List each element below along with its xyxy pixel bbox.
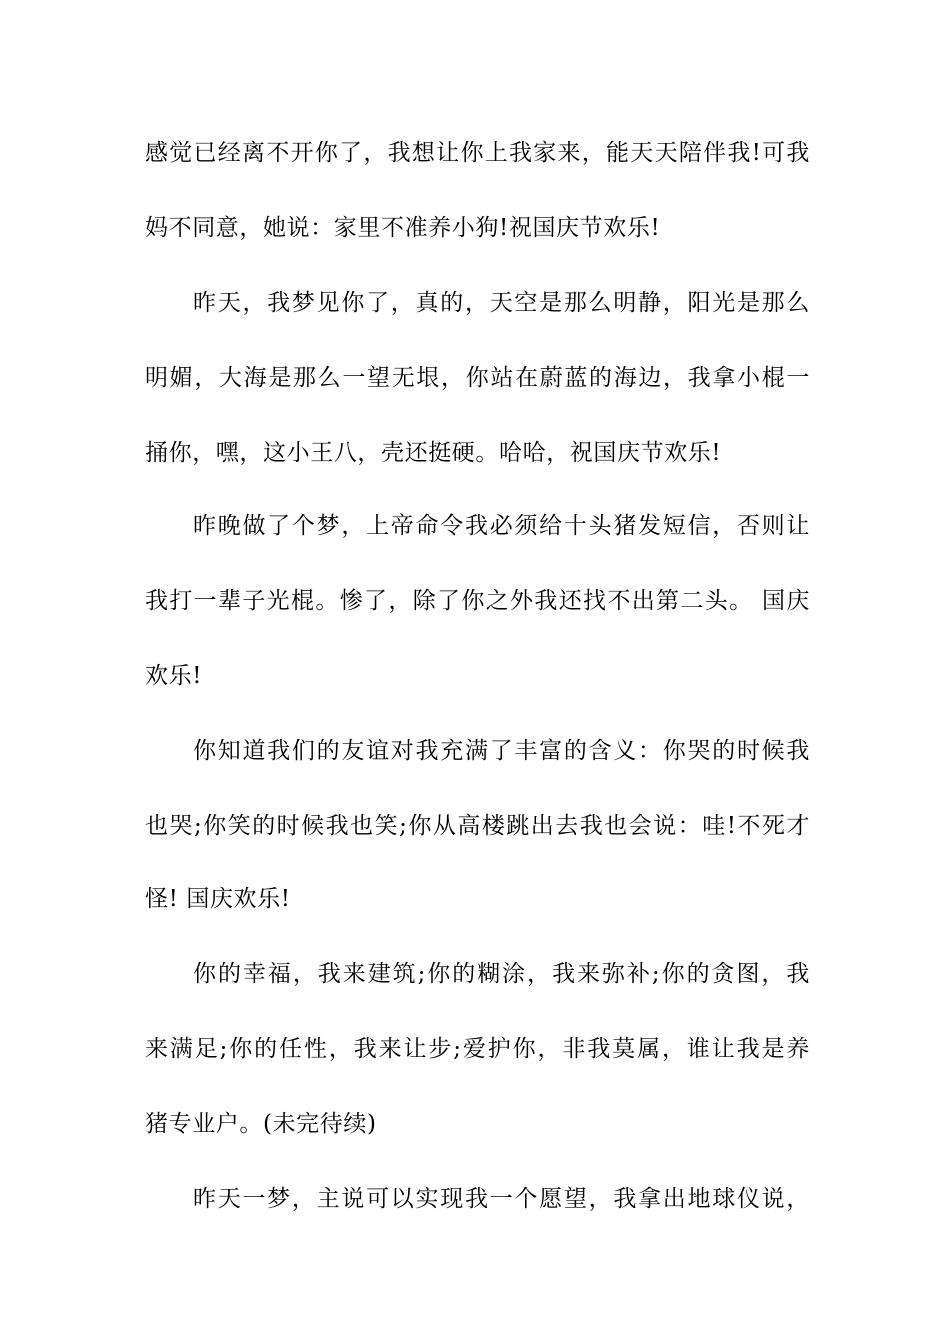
text-line: 妈不同意，她说：家里不准养小狗!祝国庆节欢乐! bbox=[145, 215, 661, 241]
text-line: 昨天，我梦见你了，真的，天空是那么明静，阳光是那么 bbox=[193, 290, 810, 316]
text-line: 我打一辈子光棍。惨了，除了你之外我还找不出第二头。 国庆 bbox=[145, 588, 810, 614]
text-line: 你的幸福，我来建筑;你的糊涂，我来弥补;你的贪图，我 bbox=[193, 961, 810, 987]
text-line: 昨晚做了个梦，上帝命令我必须给十头猪发短信，否则让 bbox=[193, 513, 810, 539]
text-line: 昨天一梦，主说可以实现我一个愿望，我拿出地球仪说， bbox=[193, 1186, 810, 1212]
text-line: 你知道我们的友谊对我充满了丰富的含义：你哭的时候我 bbox=[193, 738, 810, 764]
text-line: 捅你，嘿，这小王八，壳还挺硬。哈哈，祝国庆节欢乐! bbox=[145, 440, 722, 466]
text-line: 也哭;你笑的时候我也笑;你从高楼跳出去我也会说：哇!不死才 bbox=[145, 813, 810, 839]
text-line: 欢乐! bbox=[145, 663, 203, 689]
text-line: 怪! 国庆欢乐! bbox=[145, 886, 291, 912]
text-line: 来满足;你的任性，我来让步;爱护你，非我莫属，谁让我是养 bbox=[145, 1036, 810, 1062]
text-line: 感觉已经离不开你了，我想让你上我家来，能天天陪伴我!可我 bbox=[145, 140, 810, 166]
text-line: 猪专业户。(未完待续) bbox=[145, 1111, 377, 1137]
text-line: 明媚，大海是那么一望无垠，你站在蔚蓝的海边，我拿小棍一 bbox=[145, 365, 810, 391]
